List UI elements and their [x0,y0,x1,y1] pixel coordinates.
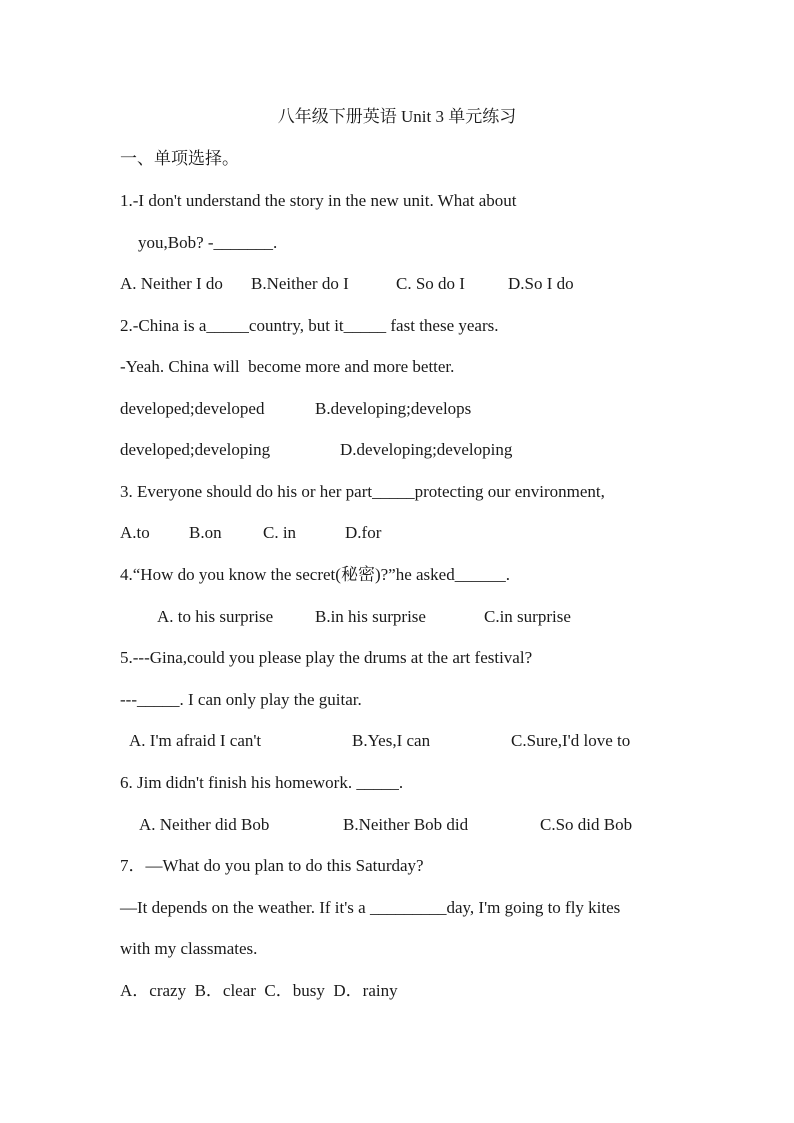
question-2-text-cont: -Yeah. China will become more and more better. [120,357,455,376]
question-3-option-c: C. in [263,523,297,542]
section-heading: 一、单项选择。 [120,149,239,168]
question-7-options: A．crazy B．clear C．busy D．rainy [120,981,398,1000]
question-1-option-c: C. So do I [396,274,465,293]
question-2-option-b: B.developing;develops [315,399,472,418]
question-3-option-a: A.to [120,523,150,542]
question-1-text-cont: you,Bob? -_______. [138,233,278,252]
question-4-text: 4.“How do you know the secret(秘密)?”he asked______. [120,565,510,584]
question-5-text: 5.---Gina,could you please play the drums at the art festival? [120,648,533,667]
question-4-option-c: C.in surprise [484,607,571,626]
question-6-option-c: C.So did Bob [540,815,633,834]
question-1-text: 1.-I don't understand the story in the new unit. What about [120,191,517,210]
question-5-option-c: C.Sure,I'd love to [511,731,631,750]
question-2-option-d: D.developing;developing [340,440,513,459]
question-4-option-b: B.in his surprise [315,607,426,626]
question-5-option-b: B.Yes,I can [352,731,431,750]
question-3-option-d: D.for [345,523,382,542]
question-7-text: 7．—What do you plan to do this Saturday? [120,856,424,875]
question-5-text-cont: ---_____. I can only play the guitar. [120,690,362,709]
question-3-text: 3. Everyone should do his or her part_____protecting our environment, [120,482,605,501]
question-7-text-cont: —It depends on the weather. If it's a _________day, I'm going to fly kites [120,898,621,917]
question-2-option-a: developed;developed [120,399,265,418]
worksheet-title: 八年级下册英语 Unit 3 单元练习 [277,107,517,126]
question-1-option-d: D.So I do [508,274,574,293]
question-6-option-b: B.Neither Bob did [343,815,469,834]
question-6-text: 6. Jim didn't finish his homework. _____. [120,773,404,792]
question-7-text-cont2: with my classmates. [120,939,258,958]
question-2-text: 2.-China is a_____country, but it_____ fast these years. [120,316,499,335]
question-1-option-a: A. Neither I do [120,274,223,293]
question-3-option-b: B.on [189,523,222,542]
question-2-option-c: developed;developing [120,440,271,459]
question-6-option-a: A. Neither did Bob [139,815,270,834]
question-1-option-b: B.Neither do I [251,274,349,293]
question-5-option-a: A. I'm afraid I can't [129,731,262,750]
question-4-option-a: A. to his surprise [157,607,274,626]
